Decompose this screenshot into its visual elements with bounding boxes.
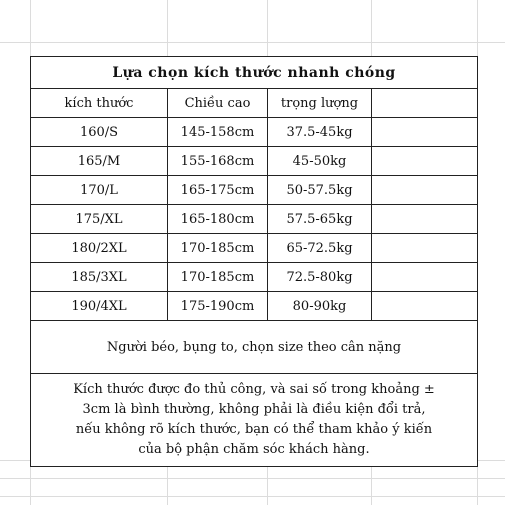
note-line: của bộ phận chăm sóc khách hàng. bbox=[138, 442, 370, 457]
header-size: kích thước bbox=[31, 89, 168, 118]
size-cell: 165/M bbox=[31, 147, 168, 176]
header-weight: trọng lượng bbox=[268, 89, 372, 118]
note-measurement bbox=[31, 374, 478, 467]
weight-cell: 65-72.5kg bbox=[268, 234, 372, 263]
table-row bbox=[31, 176, 478, 205]
empty-cell bbox=[372, 118, 478, 147]
height-cell: 170-185cm bbox=[168, 263, 268, 292]
size-chart bbox=[30, 56, 477, 467]
header-empty bbox=[372, 89, 478, 118]
weight-cell: 80-90kg bbox=[268, 292, 372, 321]
empty-cell bbox=[372, 263, 478, 292]
height-cell: 165-180cm bbox=[168, 205, 268, 234]
empty-cell bbox=[372, 292, 478, 321]
height-cell: 170-185cm bbox=[168, 234, 268, 263]
size-cell: 190/4XL bbox=[31, 292, 168, 321]
size-cell: 160/S bbox=[31, 118, 168, 147]
height-cell: 165-175cm bbox=[168, 176, 268, 205]
size-table bbox=[30, 56, 478, 467]
empty-cell bbox=[372, 234, 478, 263]
table-title: Lựa chọn kích thước nhanh chóng bbox=[31, 57, 478, 89]
weight-cell: 50-57.5kg bbox=[268, 176, 372, 205]
header-row bbox=[31, 89, 478, 118]
table-row bbox=[31, 147, 478, 176]
note-line: Kích thước được đo thủ công, và sai số trong khoảng ± bbox=[73, 382, 435, 397]
weight-cell: 37.5-45kg bbox=[268, 118, 372, 147]
weight-cell: 45-50kg bbox=[268, 147, 372, 176]
height-cell: 145-158cm bbox=[168, 118, 268, 147]
note-overweight: Người béo, bụng to, chọn size theo cân nặng bbox=[31, 321, 478, 374]
table-row bbox=[31, 263, 478, 292]
weight-cell: 72.5-80kg bbox=[268, 263, 372, 292]
weight-cell: 57.5-65kg bbox=[268, 205, 372, 234]
table-row bbox=[31, 205, 478, 234]
height-cell: 155-168cm bbox=[168, 147, 268, 176]
note-line: 3cm là bình thường, không phải là điều kiện đổi trả, bbox=[82, 402, 426, 417]
empty-cell bbox=[372, 147, 478, 176]
height-cell: 175-190cm bbox=[168, 292, 268, 321]
empty-cell bbox=[372, 205, 478, 234]
header-height: Chiều cao bbox=[168, 89, 268, 118]
table-row bbox=[31, 234, 478, 263]
size-cell: 170/L bbox=[31, 176, 168, 205]
size-cell: 185/3XL bbox=[31, 263, 168, 292]
size-cell: 180/2XL bbox=[31, 234, 168, 263]
table-row bbox=[31, 292, 478, 321]
size-cell: 175/XL bbox=[31, 205, 168, 234]
note-line: nếu không rõ kích thước, bạn có thể tham khảo ý kiến bbox=[75, 422, 433, 437]
table-row bbox=[31, 118, 478, 147]
empty-cell bbox=[372, 176, 478, 205]
